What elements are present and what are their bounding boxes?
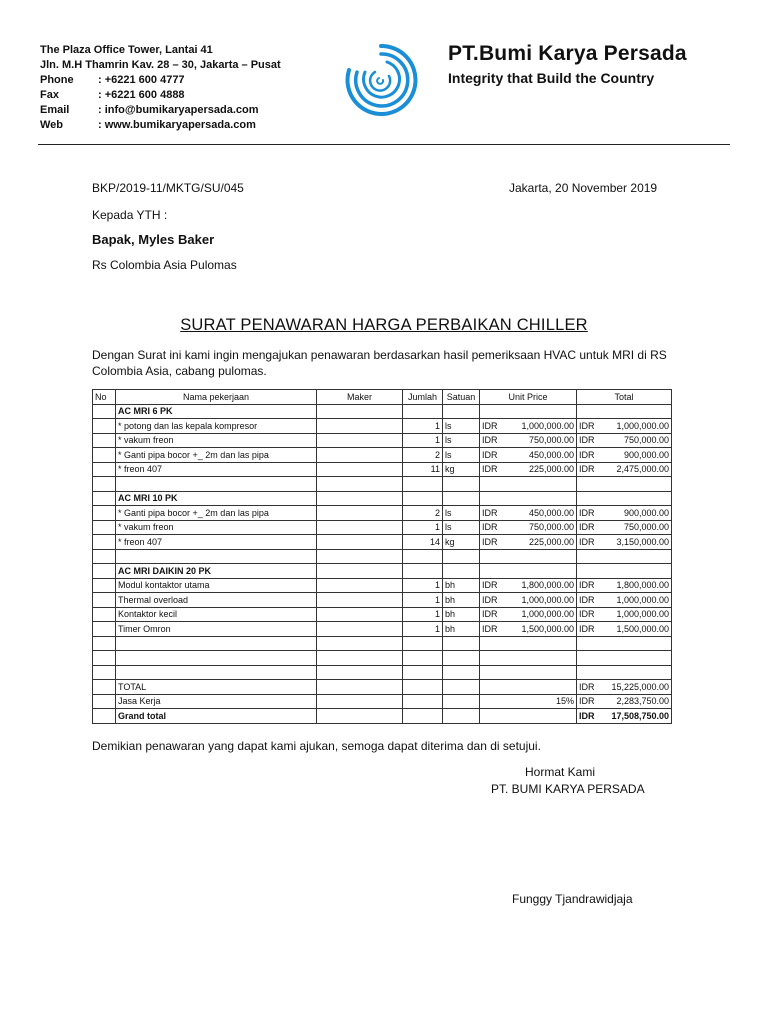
phone-row xyxy=(40,73,281,88)
cell-unit xyxy=(443,636,480,651)
cell-total xyxy=(602,549,672,564)
cell-total: 15,225,000.00 xyxy=(602,680,672,695)
cell-maker xyxy=(317,477,403,492)
cell-maker xyxy=(317,433,403,448)
cell-qty xyxy=(403,709,443,724)
cell-maker xyxy=(317,491,403,506)
cell-price-currency: IDR xyxy=(480,433,506,448)
cell-total xyxy=(602,477,672,492)
table-row xyxy=(93,665,672,680)
table-row xyxy=(93,564,672,579)
cell-unit xyxy=(443,680,480,695)
cell-total: 2,475,000.00 xyxy=(602,462,672,477)
cell-total xyxy=(602,665,672,680)
table-row xyxy=(93,709,672,724)
cell-item: * vakum freon xyxy=(116,433,317,448)
cell-unit: kg xyxy=(443,535,480,550)
cell-qty xyxy=(403,651,443,666)
cell-price xyxy=(506,564,577,579)
company-logo-icon xyxy=(343,42,419,118)
regards-text: Hormat Kami xyxy=(525,765,596,779)
cell-total-currency: IDR xyxy=(577,448,602,463)
cell-total xyxy=(602,491,672,506)
cell-maker xyxy=(317,448,403,463)
cell-item: Jasa Kerja xyxy=(116,694,317,709)
table-row xyxy=(93,680,672,695)
cell-price: 1,000,000.00 xyxy=(506,593,577,608)
cell-no xyxy=(93,564,116,579)
cell-total xyxy=(602,404,672,419)
cell-maker xyxy=(317,665,403,680)
cell-no xyxy=(93,578,116,593)
cell-price-currency xyxy=(480,549,506,564)
cell-price-currency xyxy=(480,651,506,666)
cell-total: 750,000.00 xyxy=(602,433,672,448)
cell-unit xyxy=(443,694,480,709)
recipient-name: Bapak, Myles Baker xyxy=(92,232,215,247)
cell-total-currency xyxy=(577,404,602,419)
phone-label: Phone xyxy=(40,74,74,86)
cell-unit: ls xyxy=(443,506,480,521)
cell-item xyxy=(116,665,317,680)
cell-maker xyxy=(317,419,403,434)
cell-price-currency xyxy=(480,694,506,709)
cell-price-currency: IDR xyxy=(480,448,506,463)
header-no: No xyxy=(93,390,116,405)
cell-qty: 11 xyxy=(403,462,443,477)
company-tagline: Integrity that Build the Country xyxy=(448,70,655,86)
cell-item: Kontaktor kecil xyxy=(116,607,317,622)
table-row xyxy=(93,535,672,550)
quotation-table xyxy=(92,389,672,724)
cell-price xyxy=(506,709,577,724)
cell-no xyxy=(93,636,116,651)
cell-total: 1,000,000.00 xyxy=(602,419,672,434)
cell-total-currency xyxy=(577,651,602,666)
cell-unit: bh xyxy=(443,607,480,622)
cell-unit: bh xyxy=(443,593,480,608)
cell-price: 750,000.00 xyxy=(506,433,577,448)
cell-total: 900,000.00 xyxy=(602,448,672,463)
cell-item: Grand total xyxy=(116,709,317,724)
cell-qty: 1 xyxy=(403,433,443,448)
salutation: Kepada YTH : xyxy=(92,208,168,222)
cell-price-currency xyxy=(480,477,506,492)
cell-total xyxy=(602,564,672,579)
table-row xyxy=(93,607,672,622)
table-row xyxy=(93,622,672,637)
table-row xyxy=(93,578,672,593)
cell-item: * freon 407 xyxy=(116,462,317,477)
recipient-organization: Rs Colombia Asia Pulomas xyxy=(92,258,237,272)
cell-total-currency xyxy=(577,564,602,579)
cell-item: Modul kontaktor utama xyxy=(116,578,317,593)
cell-unit: ls xyxy=(443,448,480,463)
cell-maker xyxy=(317,593,403,608)
cell-price xyxy=(506,680,577,695)
header-qty: Jumlah xyxy=(403,390,443,405)
table-row xyxy=(93,448,672,463)
document-title: SURAT PENAWARAN HARGA PERBAIKAN CHILLER xyxy=(180,316,588,334)
cell-total xyxy=(602,636,672,651)
cell-no xyxy=(93,593,116,608)
table-row xyxy=(93,419,672,434)
cell-price: 225,000.00 xyxy=(506,462,577,477)
signing-company: PT. BUMI KARYA PERSADA xyxy=(491,782,645,796)
table-row xyxy=(93,651,672,666)
table-row xyxy=(93,477,672,492)
cell-no xyxy=(93,419,116,434)
cell-price xyxy=(506,477,577,492)
cell-no xyxy=(93,694,116,709)
cell-price-currency xyxy=(480,636,506,651)
cell-qty: 1 xyxy=(403,593,443,608)
cell-unit: bh xyxy=(443,622,480,637)
company-address-block xyxy=(40,43,281,133)
email-value: : info@bumikaryapersada.com xyxy=(98,104,259,116)
table-row xyxy=(93,593,672,608)
cell-item: * vakum freon xyxy=(116,520,317,535)
cell-price: 750,000.00 xyxy=(506,520,577,535)
cell-price-currency: IDR xyxy=(480,462,506,477)
cell-no xyxy=(93,520,116,535)
cell-total: 900,000.00 xyxy=(602,506,672,521)
fax-value: : +6221 600 4888 xyxy=(98,89,185,101)
cell-item: * Ganti pipa bocor +_ 2m dan las pipa xyxy=(116,506,317,521)
cell-no xyxy=(93,665,116,680)
letter-reference: BKP/2019-11/MKTG/SU/045 xyxy=(92,181,244,195)
cell-qty xyxy=(403,694,443,709)
cell-price-currency xyxy=(480,491,506,506)
cell-qty xyxy=(403,549,443,564)
cell-qty: 1 xyxy=(403,607,443,622)
cell-price-currency: IDR xyxy=(480,593,506,608)
email-row xyxy=(40,103,281,118)
cell-no xyxy=(93,491,116,506)
table-row xyxy=(93,433,672,448)
cell-qty: 2 xyxy=(403,448,443,463)
table-row xyxy=(93,520,672,535)
cell-unit: ls xyxy=(443,433,480,448)
cell-item: Timer Omron xyxy=(116,622,317,637)
address-line-1: The Plaza Office Tower, Lantai 41 xyxy=(40,44,213,56)
cell-item xyxy=(116,651,317,666)
cell-no xyxy=(93,448,116,463)
web-label: Web xyxy=(40,119,64,131)
cell-price-currency xyxy=(480,680,506,695)
cell-qty xyxy=(403,680,443,695)
company-header xyxy=(448,42,687,86)
cell-total-currency: IDR xyxy=(577,593,602,608)
cell-qty xyxy=(403,665,443,680)
cell-total-currency xyxy=(577,636,602,651)
cell-price xyxy=(506,665,577,680)
cell-price xyxy=(506,404,577,419)
cell-no xyxy=(93,709,116,724)
cell-item: AC MRI 10 PK xyxy=(116,491,317,506)
cell-price-currency: IDR xyxy=(480,506,506,521)
cell-unit: bh xyxy=(443,578,480,593)
cell-unit xyxy=(443,549,480,564)
cell-total-currency: IDR xyxy=(577,535,602,550)
cell-price-currency xyxy=(480,564,506,579)
cell-maker xyxy=(317,694,403,709)
company-name: PT.Bumi Karya Persada xyxy=(448,42,687,65)
cell-no xyxy=(93,549,116,564)
cell-maker xyxy=(317,680,403,695)
cell-qty: 14 xyxy=(403,535,443,550)
cell-maker xyxy=(317,564,403,579)
cell-no xyxy=(93,404,116,419)
signer-name: Funggy Tjandrawidjaja xyxy=(512,892,633,906)
cell-qty: 2 xyxy=(403,506,443,521)
cell-total-currency: IDR xyxy=(577,578,602,593)
cell-qty xyxy=(403,404,443,419)
cell-price-currency: IDR xyxy=(480,622,506,637)
table-row xyxy=(93,491,672,506)
cell-maker xyxy=(317,709,403,724)
table-row xyxy=(93,694,672,709)
cell-total: 2,283,750.00 xyxy=(602,694,672,709)
table-row xyxy=(93,549,672,564)
cell-price: 450,000.00 xyxy=(506,506,577,521)
fax-label: Fax xyxy=(40,89,59,101)
cell-total xyxy=(602,651,672,666)
cell-total-currency: IDR xyxy=(577,709,602,724)
cell-total: 1,000,000.00 xyxy=(602,607,672,622)
cell-item: * potong dan las kepala kompresor xyxy=(116,419,317,434)
cell-unit xyxy=(443,564,480,579)
cell-price xyxy=(506,651,577,666)
table-header-row xyxy=(93,390,672,405)
intro-paragraph: Dengan Surat ini kami ingin mengajukan penawaran berdasarkan hasil pemeriksaan HVAC untuk MRI di RS Colombia Asia, cabang pulomas. xyxy=(92,348,667,378)
cell-total-currency: IDR xyxy=(577,520,602,535)
fax-row xyxy=(40,88,281,103)
header-unit: Satuan xyxy=(443,390,480,405)
cell-unit: ls xyxy=(443,520,480,535)
cell-maker xyxy=(317,404,403,419)
header-item: Nama pekerjaan xyxy=(116,390,317,405)
cell-item: TOTAL xyxy=(116,680,317,695)
header-maker: Maker xyxy=(317,390,403,405)
table-row xyxy=(93,506,672,521)
cell-price xyxy=(506,491,577,506)
cell-price-currency xyxy=(480,665,506,680)
cell-total: 3,150,000.00 xyxy=(602,535,672,550)
cell-price: 450,000.00 xyxy=(506,448,577,463)
cell-price: 1,000,000.00 xyxy=(506,419,577,434)
web-value: : www.bumikaryapersada.com xyxy=(98,119,256,131)
cell-price xyxy=(506,636,577,651)
header-total: Total xyxy=(577,390,672,405)
cell-price-currency: IDR xyxy=(480,520,506,535)
cell-total: 1,800,000.00 xyxy=(602,578,672,593)
cell-no xyxy=(93,651,116,666)
cell-no xyxy=(93,622,116,637)
cell-price: 1,800,000.00 xyxy=(506,578,577,593)
cell-total-currency: IDR xyxy=(577,607,602,622)
table-row xyxy=(93,636,672,651)
cell-total-currency xyxy=(577,477,602,492)
header-unit-price: Unit Price xyxy=(480,390,577,405)
cell-price-currency: IDR xyxy=(480,419,506,434)
cell-item: * Ganti pipa bocor +_ 2m dan las pipa xyxy=(116,448,317,463)
cell-total-currency xyxy=(577,665,602,680)
cell-maker xyxy=(317,622,403,637)
cell-item: * freon 407 xyxy=(116,535,317,550)
cell-unit xyxy=(443,709,480,724)
cell-price: 1,000,000.00 xyxy=(506,607,577,622)
cell-qty: 1 xyxy=(403,578,443,593)
cell-item: AC MRI 6 PK xyxy=(116,404,317,419)
cell-maker xyxy=(317,462,403,477)
cell-maker xyxy=(317,535,403,550)
cell-price: 15% xyxy=(506,694,577,709)
cell-no xyxy=(93,607,116,622)
closing-paragraph: Demikian penawaran yang dapat kami ajukan, semoga dapat diterima dan di setujui. xyxy=(92,739,541,753)
address-line-2: Jln. M.H Thamrin Kav. 28 – 30, Jakarta – Pusat xyxy=(40,59,281,71)
cell-price-currency: IDR xyxy=(480,535,506,550)
cell-unit xyxy=(443,477,480,492)
letter-date: Jakarta, 20 November 2019 xyxy=(509,181,658,195)
cell-total-currency: IDR xyxy=(577,462,602,477)
cell-total-currency: IDR xyxy=(577,694,602,709)
cell-maker xyxy=(317,651,403,666)
header-divider xyxy=(38,144,730,145)
cell-total-currency: IDR xyxy=(577,419,602,434)
cell-maker xyxy=(317,520,403,535)
cell-qty xyxy=(403,491,443,506)
cell-total-currency xyxy=(577,549,602,564)
cell-price-currency xyxy=(480,404,506,419)
cell-qty xyxy=(403,564,443,579)
cell-unit xyxy=(443,404,480,419)
cell-unit: ls xyxy=(443,419,480,434)
cell-unit xyxy=(443,651,480,666)
cell-maker xyxy=(317,578,403,593)
cell-price-currency: IDR xyxy=(480,607,506,622)
cell-no xyxy=(93,506,116,521)
table-row xyxy=(93,404,672,419)
web-row xyxy=(40,118,281,133)
cell-unit: kg xyxy=(443,462,480,477)
cell-no xyxy=(93,680,116,695)
cell-item: AC MRI DAIKIN 20 PK xyxy=(116,564,317,579)
cell-total: 17,508,750.00 xyxy=(602,709,672,724)
phone-value: : +6221 600 4777 xyxy=(98,74,185,86)
cell-maker xyxy=(317,636,403,651)
cell-qty: 1 xyxy=(403,419,443,434)
cell-price: 1,500,000.00 xyxy=(506,622,577,637)
table-row xyxy=(93,462,672,477)
cell-total-currency: IDR xyxy=(577,622,602,637)
cell-qty: 1 xyxy=(403,622,443,637)
cell-maker xyxy=(317,506,403,521)
cell-price-currency xyxy=(480,709,506,724)
cell-no xyxy=(93,477,116,492)
cell-qty xyxy=(403,477,443,492)
cell-total: 750,000.00 xyxy=(602,520,672,535)
cell-qty xyxy=(403,636,443,651)
cell-item xyxy=(116,636,317,651)
cell-total-currency: IDR xyxy=(577,433,602,448)
cell-total-currency: IDR xyxy=(577,680,602,695)
cell-unit xyxy=(443,491,480,506)
cell-item xyxy=(116,549,317,564)
cell-price-currency: IDR xyxy=(480,578,506,593)
cell-item xyxy=(116,477,317,492)
cell-unit xyxy=(443,665,480,680)
cell-total-currency: IDR xyxy=(577,506,602,521)
cell-qty: 1 xyxy=(403,520,443,535)
cell-no xyxy=(93,535,116,550)
cell-total: 1,500,000.00 xyxy=(602,622,672,637)
cell-total-currency xyxy=(577,491,602,506)
cell-item: Thermal overload xyxy=(116,593,317,608)
email-label: Email xyxy=(40,104,70,116)
cell-maker xyxy=(317,549,403,564)
cell-no xyxy=(93,462,116,477)
cell-maker xyxy=(317,607,403,622)
cell-total: 1,000,000.00 xyxy=(602,593,672,608)
cell-price xyxy=(506,549,577,564)
cell-price: 225,000.00 xyxy=(506,535,577,550)
cell-no xyxy=(93,433,116,448)
